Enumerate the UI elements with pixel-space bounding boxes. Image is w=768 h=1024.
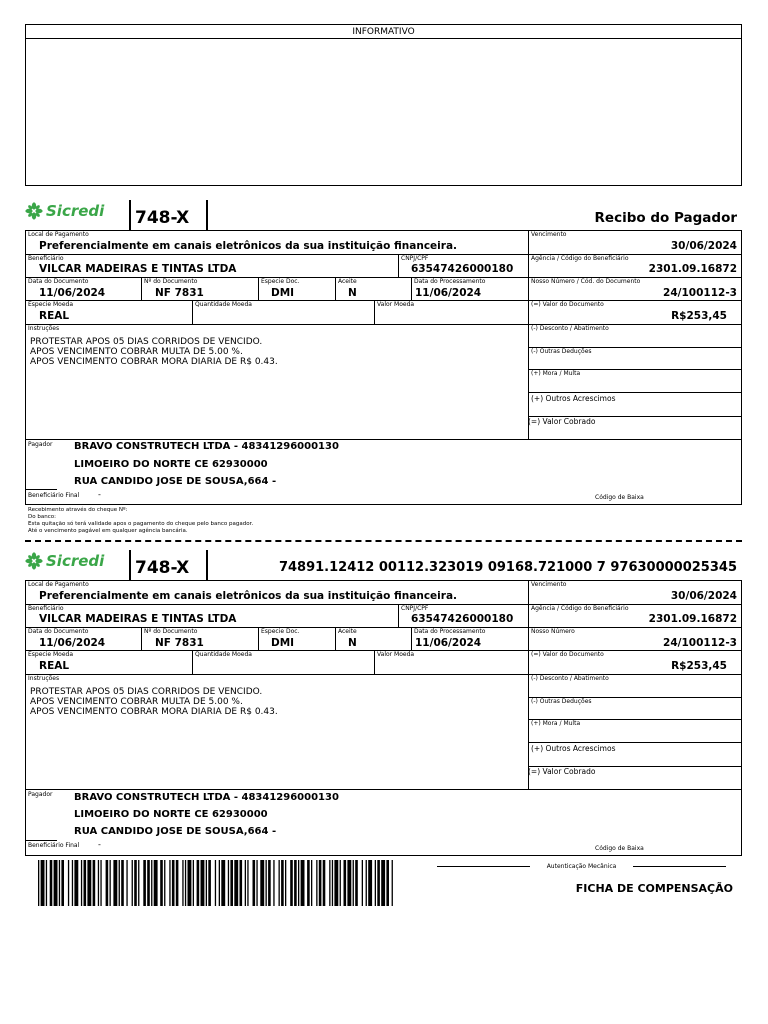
cnpj-value: 63547426000180 [411,263,514,275]
sicredi-logo-icon [25,202,43,220]
barcode-bar [54,860,58,906]
barcode-bar [281,860,284,906]
barcode-bar [377,860,380,906]
barcode-bar [285,860,286,906]
barcode-bar [201,860,205,906]
label-especie-doc: Especie Doc. [261,278,300,285]
barcode-bar [169,860,170,906]
label-quantidade-moeda: Quantidade Moeda [195,301,252,308]
divider [206,550,208,580]
divider [25,439,742,440]
barcode-bar [245,860,246,906]
sicredi-logo [25,202,104,220]
barcode-bar [381,860,385,906]
label-data-documento: Data do Documento [28,628,89,635]
label-especie-moeda: Especie Moeda [28,301,74,308]
barcode-bar [59,860,60,906]
divider [374,650,375,674]
barcode-bar [197,860,200,906]
divider [192,650,193,674]
instrucao-line-3: APOS VENCIMENTO COBRAR MORA DIARIA DE R$ 0.43. [30,357,278,367]
barcode-bar [247,860,248,906]
valor-documento-value: R$253,45 [671,310,727,322]
bank-code: 748-X [135,208,190,228]
barcode-bar [126,860,127,906]
instrucao-line-1: PROTESTAR APOS 05 DIAS CORRIDOS DE VENCIDO. [30,337,263,347]
label-local-pagamento: Local de Pagamento [28,231,89,238]
label-data-processamento: Data do Processamento [414,278,486,285]
divider [25,840,57,841]
label-pagador: Pagador [28,791,53,798]
barcode-bar [266,860,267,906]
label-codigo-baixa: Código de Baixa [595,494,644,501]
label-data-processamento: Data do Processamento [414,628,486,635]
especie-moeda-value: REAL [39,660,70,672]
label-vencimento: Vencimento [531,581,567,588]
barcode-bar [307,860,310,906]
label-valor-cobrado: (=) Valor Cobrado [528,767,596,776]
barcode-bar [219,860,220,906]
bank-code: 748-X [135,558,190,578]
sicredi-logo [25,552,104,570]
label-instrucoes: Instruções [28,675,60,682]
barcode-bar [132,860,133,906]
label-outros-acrescimos: (+) Outros Acrescimos [531,744,616,753]
agencia-codigo-value: 2301.09.16872 [648,263,737,275]
barcode-bar [260,860,264,906]
instrucao-line-3: APOS VENCIMENTO COBRAR MORA DIARIA DE R$ 0.43. [30,707,278,717]
barcode-bar [386,860,389,906]
barcode-bar [98,860,99,906]
barcode-bar [290,860,293,906]
valor-documento-value: R$253,45 [671,660,727,672]
barcode-bar [61,860,64,906]
barcode-bar [340,860,341,906]
label-valor-documento: (=) Valor do Documento [531,651,604,658]
aceite-value: N [348,637,357,649]
label-local-pagamento: Local de Pagamento [28,581,89,588]
instrucao-line-2: APOS VENCIMENTO COBRAR MULTA DE 5.00 %. [30,697,243,707]
brand-name: Sicredi [46,552,105,570]
num-documento-value: NF 7831 [155,287,204,299]
divider [528,392,742,393]
label-beneficiario: Beneficiário [28,605,64,612]
label-data-documento: Data do Documento [28,278,89,285]
barcode-bar [366,860,367,906]
beneficiario-final-value: - [98,490,101,499]
cnpj-value: 63547426000180 [411,613,514,625]
barcode-bar [41,860,45,906]
linha-digitavel: 74891.12412 00112.323019 09168.721000 7 97630000025345 [278,560,737,575]
label-mora-multa: (+) Mora / Multa [531,720,581,727]
label-quantidade-moeda: Quantidade Moeda [195,651,252,658]
barcode-bar [50,860,53,906]
barcode-bar [268,860,271,906]
pagador-line-2: LIMOEIRO DO NORTE CE 62930000 [74,459,268,470]
barcode-bar [253,860,256,906]
divider [398,254,399,277]
divider [141,277,142,300]
barcode-bar [100,860,101,906]
nosso-numero-value: 24/100112-3 [663,637,737,649]
barcode-bar [347,860,351,906]
label-beneficiario-final: Beneficiário Final [28,492,80,499]
barcode-bar [256,860,257,906]
barcode-bar [334,860,338,906]
barcode-bar [134,860,137,906]
divider [528,230,529,439]
barcode-bar [294,860,297,906]
pagador-line-3: RUA CANDIDO JOSE DE SOUSA,664 - [74,476,277,487]
local-pagamento-value: Preferencialmente em canais eletrônicos da sua instituição financeira. [39,240,458,252]
barcode-bar [392,860,393,906]
label-valor-moeda: Valor Moeda [377,651,415,658]
barcode-bar [353,860,354,906]
barcode-bar [228,860,229,906]
label-outros-acrescimos: (+) Outros Acrescimos [531,394,616,403]
label-cnpj: CNPJ/CPF [401,255,429,262]
barcode-bar [119,860,120,906]
divider [25,674,742,675]
label-num-documento: Nº do Documento [144,278,198,285]
divider [141,627,142,650]
divider [374,300,375,324]
barcode-bar [147,860,150,906]
barcode-bar [332,860,333,906]
barcode-bar [193,860,194,906]
barcode-bar [182,860,183,906]
aceite-value: N [348,287,357,299]
divider [528,742,742,743]
divider [129,200,131,230]
label-especie-doc: Especie Doc. [261,628,300,635]
data-processamento-value: 11/06/2024 [415,637,482,649]
barcode-bar [84,860,87,906]
num-documento-value: NF 7831 [155,637,204,649]
divider [129,550,131,580]
barcode-bar [188,860,192,906]
ficha-title: FICHA DE COMPENSAÇÃO [575,882,733,895]
pagador-line-1: BRAVO CONSTRUTECH LTDA - 48341296000130 [74,441,339,452]
especie-doc-value: DMI [271,637,295,649]
label-codigo-baixa: Código de Baixa [595,845,644,852]
label-num-documento: Nº do Documento [144,628,198,635]
label-outras-deducoes: (-) Outras Deduções [531,698,592,705]
barcode-bar [344,860,347,906]
divider [192,300,193,324]
especie-moeda-value: REAL [39,310,70,322]
note-vencimento: Até o vencimento pagável em qualquer agência bancária. [28,528,188,534]
barcode-bar [151,860,152,906]
barcode-bar [74,860,78,906]
divider [335,627,336,650]
label-nosso-numero: Nosso Número / Cód. do Documento [531,278,641,285]
divider [411,627,412,650]
vencimento-value: 30/06/2024 [670,590,737,602]
barcode-bar [68,860,69,906]
barcode-bar [176,860,179,906]
barcode [38,860,394,906]
label-cnpj: CNPJ/CPF [401,605,429,612]
barcode-bar [316,860,317,906]
divider [25,254,742,255]
label-beneficiario-final: Beneficiário Final [28,842,80,849]
barcode-bar [273,860,274,906]
beneficiario-final-value: - [98,840,101,849]
label-aceite: Aceite [338,278,357,285]
barcode-bar [279,860,280,906]
barcode-bar [113,860,117,906]
label-instrucoes: Instruções [28,325,60,332]
label-aceite: Aceite [338,628,357,635]
barcode-bar [368,860,372,906]
label-especie-moeda: Especie Moeda [28,651,74,658]
barcode-bar [38,860,39,906]
label-vencimento: Vencimento [531,231,567,238]
barcode-bar [160,860,163,906]
barcode-bar [110,860,111,906]
barcode-bar [138,860,139,906]
sicredi-logo-icon [25,552,43,570]
barcode-bar [329,860,330,906]
local-pagamento-value: Preferencialmente em canais eletrônicos da sua instituição financeira. [39,590,458,602]
label-valor-moeda: Valor Moeda [377,301,415,308]
divider [411,277,412,300]
barcode-bar [311,860,312,906]
barcode-bar [154,860,158,906]
divider [437,866,530,867]
label-mora-multa: (+) Mora / Multa [531,370,581,377]
barcode-bar [323,860,326,906]
brand-name: Sicredi [46,202,105,220]
barcode-bar [375,860,376,906]
label-desconto: (-) Desconto / Abatimento [531,325,609,332]
barcode-bar [208,860,211,906]
divider [25,38,742,39]
vencimento-value: 30/06/2024 [670,240,737,252]
data-documento-value: 11/06/2024 [39,637,106,649]
divider [25,604,742,605]
label-nosso-numero: Nosso Número [531,628,575,635]
agencia-codigo-value: 2301.09.16872 [648,613,737,625]
barcode-bar [230,860,233,906]
beneficiario-value: VILCAR MADEIRAS E TINTAS LTDA [39,613,237,625]
label-autenticacao: Autenticação Mecânica [546,863,617,870]
barcode-bar [240,860,243,906]
pagador-line-3: RUA CANDIDO JOSE DE SOUSA,664 - [74,826,277,837]
barcode-bar [46,860,47,906]
label-agencia-codigo: Agência / Código do Beneficiário [531,605,629,612]
pagador-line-1: BRAVO CONSTRUTECH LTDA - 48341296000130 [74,792,339,803]
divider [25,627,742,628]
note-banco: Do banco: [28,514,56,520]
instrucao-line-1: PROTESTAR APOS 05 DIAS CORRIDOS DE VENCIDO. [30,687,263,697]
barcode-bar [185,860,186,906]
barcode-bar [87,860,91,906]
barcode-bar [221,860,225,906]
divider [398,604,399,627]
label-desconto: (-) Desconto / Abatimento [531,675,609,682]
data-documento-value: 11/06/2024 [39,287,106,299]
label-agencia-codigo: Agência / Código do Beneficiário [531,255,629,262]
divider [528,580,529,789]
barcode-bar [298,860,299,906]
label-beneficiario: Beneficiário [28,255,64,262]
informativo-title: INFORMATIVO [352,27,415,37]
barcode-bar [106,860,109,906]
barcode-bar [121,860,124,906]
divider [25,324,742,325]
divider [335,277,336,300]
label-pagador: Pagador [28,441,53,448]
barcode-bar [206,860,207,906]
note-quitacao: Esta quitação só terá validade apos o pagamento do cheque pelo banco pagador. [28,521,254,527]
barcode-bar [301,860,305,906]
barcode-bar [172,860,175,906]
barcode-bar [234,860,238,906]
label-valor-cobrado: (=) Valor Cobrado [528,417,596,426]
data-processamento-value: 11/06/2024 [415,287,482,299]
divider [206,200,208,230]
cut-line [25,540,742,542]
label-outras-deducoes: (-) Outras Deduções [531,348,592,355]
barcode-bar [355,860,358,906]
barcode-bar [164,860,165,906]
informativo-box [25,24,742,186]
barcode-bar [93,860,96,906]
pagador-line-2: LIMOEIRO DO NORTE CE 62930000 [74,809,268,820]
divider [258,627,259,650]
barcode-bar [215,860,216,906]
barcode-bar [72,860,73,906]
especie-doc-value: DMI [271,287,295,299]
divider [25,789,742,790]
barcode-bar [319,860,322,906]
barcode-bar [362,860,363,906]
note-cheque: Recebimento através do cheque Nº: [28,507,128,513]
divider [25,489,57,490]
instrucao-line-2: APOS VENCIMENTO COBRAR MULTA DE 5.00 %. [30,347,243,357]
divider [633,866,726,867]
divider [258,277,259,300]
barcode-bar [143,860,146,906]
recibo-title: Recibo do Pagador [594,210,737,226]
barcode-bar [81,860,82,906]
beneficiario-value: VILCAR MADEIRAS E TINTAS LTDA [39,263,237,275]
label-valor-documento: (=) Valor do Documento [531,301,604,308]
nosso-numero-value: 24/100112-3 [663,287,737,299]
